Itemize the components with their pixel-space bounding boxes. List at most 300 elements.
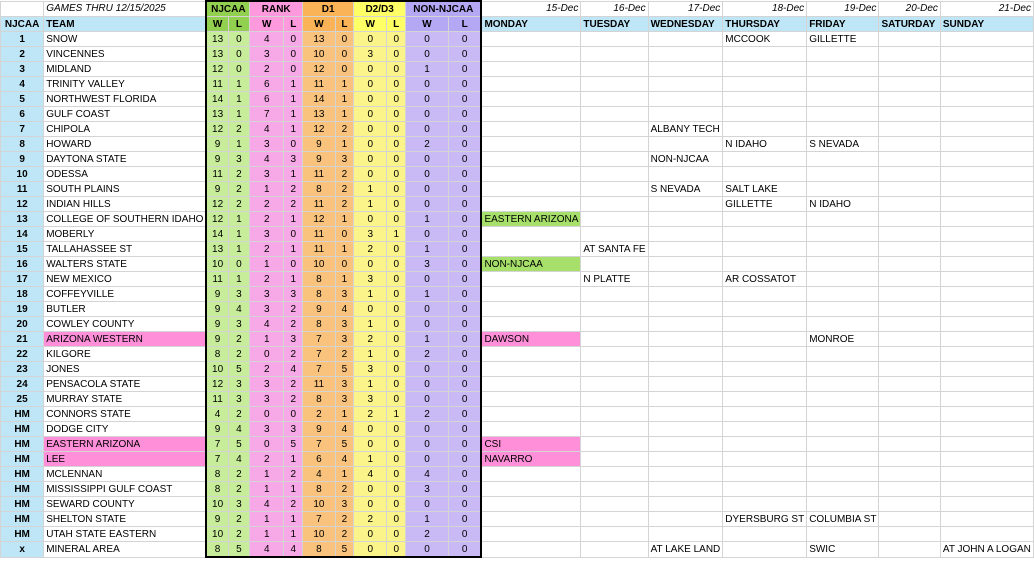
d2d3-l-cell[interactable]: 0 (387, 167, 406, 182)
non-w-cell[interactable]: 2 (406, 407, 449, 422)
tuesday-cell[interactable] (581, 137, 648, 152)
saturday-cell[interactable] (879, 347, 940, 362)
njcaa-l-cell[interactable]: 2 (228, 332, 250, 347)
d2d3-w-cell[interactable]: 1 (354, 287, 387, 302)
sunday-cell[interactable] (940, 107, 1033, 122)
sunday-cell[interactable] (940, 62, 1033, 77)
friday-cell[interactable] (807, 62, 879, 77)
monday-cell[interactable]: EASTERN ARIZONA (481, 212, 580, 227)
non-l-cell[interactable]: 0 (448, 257, 481, 272)
d1-w-cell[interactable]: 4 (303, 467, 336, 482)
njcaa-w-cell[interactable]: 13 (206, 107, 228, 122)
saturday-cell[interactable] (879, 212, 940, 227)
non-w-cell[interactable]: 2 (406, 527, 449, 542)
wednesday-cell[interactable] (648, 302, 723, 317)
non-w-cell[interactable]: 0 (406, 152, 449, 167)
njcaa-w-cell[interactable]: 11 (206, 272, 228, 287)
wednesday-cell[interactable] (648, 482, 723, 497)
thursday-cell[interactable] (723, 437, 807, 452)
non-w-cell[interactable]: 3 (406, 257, 449, 272)
sunday-cell[interactable] (940, 437, 1033, 452)
saturday-cell[interactable] (879, 47, 940, 62)
team-cell[interactable]: DAYTONA STATE (44, 152, 207, 167)
d2d3-w-cell[interactable]: 0 (354, 212, 387, 227)
tuesday-cell[interactable] (581, 407, 648, 422)
d2d3-l-cell[interactable]: 0 (387, 257, 406, 272)
monday-cell[interactable] (481, 302, 580, 317)
monday-cell[interactable] (481, 122, 580, 137)
d1-l-cell[interactable]: 1 (335, 212, 353, 227)
d2d3-l-cell[interactable]: 0 (387, 497, 406, 512)
friday-cell[interactable] (807, 437, 879, 452)
njcaa-w-cell[interactable]: 8 (206, 467, 228, 482)
d1-l-cell[interactable]: 0 (335, 47, 353, 62)
d1-w-cell[interactable]: 8 (303, 287, 336, 302)
thursday-cell[interactable] (723, 287, 807, 302)
team-cell[interactable]: MIDLAND (44, 62, 207, 77)
tuesday-cell[interactable]: AT SANTA FE (581, 242, 648, 257)
sunday-cell[interactable] (940, 497, 1033, 512)
d1-w-cell[interactable]: 10 (303, 527, 336, 542)
njcaa-w-cell[interactable]: 11 (206, 167, 228, 182)
njcaa-w-cell[interactable]: 12 (206, 212, 228, 227)
monday-cell[interactable] (481, 467, 580, 482)
d1-l-cell[interactable]: 1 (335, 137, 353, 152)
non-l-cell[interactable]: 0 (448, 437, 481, 452)
d2d3-l-cell[interactable]: 0 (387, 152, 406, 167)
thursday-cell[interactable] (723, 62, 807, 77)
rank-cell[interactable]: 21 (1, 332, 44, 347)
rank-cell[interactable]: 4 (1, 77, 44, 92)
non-l-cell[interactable]: 0 (448, 152, 481, 167)
njcaa-w-cell[interactable]: 9 (206, 332, 228, 347)
monday-cell[interactable] (481, 542, 580, 558)
table-row[interactable] (1, 212, 1034, 227)
saturday-cell[interactable] (879, 377, 940, 392)
thursday-cell[interactable]: SALT LAKE (723, 182, 807, 197)
njcaa-w-cell[interactable]: 13 (206, 242, 228, 257)
d2d3-l-cell[interactable]: 0 (387, 347, 406, 362)
saturday-cell[interactable] (879, 302, 940, 317)
team-cell[interactable]: SHELTON STATE (44, 512, 207, 527)
njcaa-l-cell[interactable]: 2 (228, 407, 250, 422)
d2d3-w-cell[interactable]: 1 (354, 347, 387, 362)
monday-cell[interactable] (481, 32, 580, 47)
table-row[interactable] (1, 362, 1034, 377)
non-l-cell[interactable]: 0 (448, 122, 481, 137)
rank-cell[interactable]: HM (1, 482, 44, 497)
rank-l-cell[interactable]: 2 (284, 347, 303, 362)
monday-cell[interactable] (481, 77, 580, 92)
njcaa-l-cell[interactable]: 0 (228, 32, 250, 47)
d2d3-l-cell[interactable]: 0 (387, 437, 406, 452)
d1-l-cell[interactable]: 1 (335, 92, 353, 107)
non-l-cell[interactable]: 0 (448, 92, 481, 107)
thursday-cell[interactable] (723, 467, 807, 482)
d2d3-l-cell[interactable]: 0 (387, 527, 406, 542)
team-cell[interactable]: LEE (44, 452, 207, 467)
thursday-cell[interactable] (723, 542, 807, 558)
non-l-cell[interactable]: 0 (448, 377, 481, 392)
non-l-cell[interactable]: 0 (448, 497, 481, 512)
monday-cell[interactable] (481, 287, 580, 302)
thursday-cell[interactable]: DYERSBURG ST (723, 512, 807, 527)
njcaa-w-cell[interactable]: 12 (206, 62, 228, 77)
d1-l-cell[interactable]: 1 (335, 407, 353, 422)
wednesday-cell[interactable]: ALBANY TECH (648, 122, 723, 137)
rank-cell[interactable]: 5 (1, 92, 44, 107)
saturday-cell[interactable] (879, 422, 940, 437)
wednesday-cell[interactable] (648, 107, 723, 122)
table-row[interactable] (1, 392, 1034, 407)
team-cell[interactable]: UTAH STATE EASTERN (44, 527, 207, 542)
saturday-cell[interactable] (879, 32, 940, 47)
rank-w-cell[interactable]: 0 (250, 437, 284, 452)
d2d3-l-cell[interactable]: 0 (387, 467, 406, 482)
rank-w-cell[interactable]: 4 (250, 542, 284, 558)
rank-l-cell[interactable]: 1 (284, 212, 303, 227)
njcaa-l-cell[interactable]: 2 (228, 512, 250, 527)
rank-cell[interactable]: 3 (1, 62, 44, 77)
njcaa-l-cell[interactable]: 2 (228, 122, 250, 137)
d2d3-w-cell[interactable]: 3 (354, 272, 387, 287)
d1-l-cell[interactable]: 4 (335, 422, 353, 437)
table-row[interactable] (1, 77, 1034, 92)
njcaa-w-cell[interactable]: 12 (206, 377, 228, 392)
d2d3-w-cell[interactable]: 3 (354, 227, 387, 242)
friday-cell[interactable] (807, 242, 879, 257)
non-l-cell[interactable]: 0 (448, 242, 481, 257)
njcaa-l-cell[interactable]: 3 (228, 377, 250, 392)
wednesday-cell[interactable] (648, 287, 723, 302)
d2d3-w-cell[interactable]: 0 (354, 152, 387, 167)
saturday-cell[interactable] (879, 137, 940, 152)
thursday-cell[interactable] (723, 92, 807, 107)
rank-w-cell[interactable]: 2 (250, 362, 284, 377)
d2d3-w-cell[interactable]: 0 (354, 62, 387, 77)
sunday-cell[interactable] (940, 152, 1033, 167)
thursday-cell[interactable] (723, 152, 807, 167)
d1-l-cell[interactable]: 5 (335, 437, 353, 452)
non-l-cell[interactable]: 0 (448, 512, 481, 527)
rank-cell[interactable]: HM (1, 437, 44, 452)
thursday-cell[interactable] (723, 107, 807, 122)
friday-cell[interactable] (807, 92, 879, 107)
saturday-cell[interactable] (879, 77, 940, 92)
monday-cell[interactable]: NAVARRO (481, 452, 580, 467)
thursday-cell[interactable] (723, 122, 807, 137)
rank-w-cell[interactable]: 1 (250, 467, 284, 482)
saturday-cell[interactable] (879, 437, 940, 452)
non-l-cell[interactable]: 0 (448, 137, 481, 152)
thursday-cell[interactable] (723, 302, 807, 317)
rank-l-cell[interactable]: 3 (284, 332, 303, 347)
team-cell[interactable]: BUTLER (44, 302, 207, 317)
d1-w-cell[interactable]: 14 (303, 92, 336, 107)
rank-w-cell[interactable]: 1 (250, 512, 284, 527)
wednesday-cell[interactable]: NON-NJCAA (648, 152, 723, 167)
table-row[interactable] (1, 437, 1034, 452)
rank-l-cell[interactable]: 0 (284, 32, 303, 47)
rank-l-cell[interactable]: 2 (284, 182, 303, 197)
rank-w-cell[interactable]: 6 (250, 77, 284, 92)
d2d3-l-cell[interactable]: 0 (387, 302, 406, 317)
d1-w-cell[interactable]: 7 (303, 512, 336, 527)
njcaa-w-cell[interactable]: 9 (206, 182, 228, 197)
d1-w-cell[interactable]: 7 (303, 362, 336, 377)
d2d3-w-cell[interactable]: 0 (354, 107, 387, 122)
rank-l-cell[interactable]: 5 (284, 437, 303, 452)
rank-l-cell[interactable]: 0 (284, 137, 303, 152)
sunday-cell[interactable] (940, 347, 1033, 362)
saturday-cell[interactable] (879, 197, 940, 212)
rank-l-cell[interactable]: 1 (284, 242, 303, 257)
rank-l-cell[interactable]: 4 (284, 362, 303, 377)
rank-cell[interactable]: 1 (1, 32, 44, 47)
wednesday-cell[interactable] (648, 272, 723, 287)
tuesday-cell[interactable] (581, 302, 648, 317)
tuesday-cell[interactable] (581, 542, 648, 558)
non-w-cell[interactable]: 4 (406, 467, 449, 482)
friday-cell[interactable] (807, 227, 879, 242)
rank-l-cell[interactable]: 2 (284, 497, 303, 512)
rank-w-cell[interactable]: 4 (250, 152, 284, 167)
wednesday-cell[interactable] (648, 407, 723, 422)
d1-l-cell[interactable]: 5 (335, 362, 353, 377)
rank-cell[interactable]: HM (1, 527, 44, 542)
rank-w-cell[interactable]: 3 (250, 377, 284, 392)
rank-cell[interactable]: 10 (1, 167, 44, 182)
wednesday-cell[interactable] (648, 452, 723, 467)
non-l-cell[interactable]: 0 (448, 452, 481, 467)
d1-l-cell[interactable]: 1 (335, 107, 353, 122)
sunday-cell[interactable] (940, 77, 1033, 92)
table-row[interactable] (1, 407, 1034, 422)
njcaa-l-cell[interactable]: 1 (228, 92, 250, 107)
rank-w-cell[interactable]: 4 (250, 32, 284, 47)
wednesday-cell[interactable] (648, 362, 723, 377)
d1-w-cell[interactable]: 11 (303, 227, 336, 242)
rank-w-cell[interactable]: 1 (250, 527, 284, 542)
rank-cell[interactable]: 11 (1, 182, 44, 197)
d2d3-w-cell[interactable]: 4 (354, 467, 387, 482)
team-cell[interactable]: WALTERS STATE (44, 257, 207, 272)
d1-l-cell[interactable]: 2 (335, 122, 353, 137)
rank-w-cell[interactable]: 4 (250, 317, 284, 332)
friday-cell[interactable] (807, 107, 879, 122)
friday-cell[interactable] (807, 362, 879, 377)
rank-l-cell[interactable]: 0 (284, 227, 303, 242)
wednesday-cell[interactable] (648, 527, 723, 542)
d1-w-cell[interactable]: 11 (303, 197, 336, 212)
njcaa-w-cell[interactable]: 13 (206, 47, 228, 62)
rank-l-cell[interactable]: 1 (284, 482, 303, 497)
monday-cell[interactable] (481, 407, 580, 422)
tuesday-cell[interactable] (581, 47, 648, 62)
monday-cell[interactable] (481, 512, 580, 527)
saturday-cell[interactable] (879, 257, 940, 272)
d2d3-l-cell[interactable]: 0 (387, 272, 406, 287)
tuesday-cell[interactable] (581, 92, 648, 107)
d2d3-w-cell[interactable]: 0 (354, 422, 387, 437)
saturday-cell[interactable] (879, 467, 940, 482)
rank-w-cell[interactable]: 4 (250, 497, 284, 512)
njcaa-w-cell[interactable]: 10 (206, 362, 228, 377)
table-row[interactable] (1, 92, 1034, 107)
rank-cell[interactable]: HM (1, 452, 44, 467)
saturday-cell[interactable] (879, 107, 940, 122)
monday-cell[interactable] (481, 422, 580, 437)
d2d3-w-cell[interactable]: 1 (354, 317, 387, 332)
table-row[interactable] (1, 287, 1034, 302)
thursday-cell[interactable] (723, 332, 807, 347)
rank-l-cell[interactable]: 1 (284, 527, 303, 542)
team-cell[interactable]: SEWARD COUNTY (44, 497, 207, 512)
team-cell[interactable]: SOUTH PLAINS (44, 182, 207, 197)
tuesday-cell[interactable] (581, 167, 648, 182)
njcaa-w-cell[interactable]: 12 (206, 197, 228, 212)
tuesday-cell[interactable] (581, 347, 648, 362)
d2d3-l-cell[interactable]: 0 (387, 32, 406, 47)
tuesday-cell[interactable] (581, 107, 648, 122)
friday-cell[interactable] (807, 497, 879, 512)
rank-cell[interactable]: 20 (1, 317, 44, 332)
saturday-cell[interactable] (879, 167, 940, 182)
rank-cell[interactable]: 15 (1, 242, 44, 257)
tuesday-cell[interactable] (581, 62, 648, 77)
rank-w-cell[interactable]: 3 (250, 167, 284, 182)
team-cell[interactable]: MISSISSIPPI GULF COAST (44, 482, 207, 497)
saturday-cell[interactable] (879, 242, 940, 257)
tuesday-cell[interactable] (581, 437, 648, 452)
d2d3-w-cell[interactable]: 0 (354, 92, 387, 107)
non-w-cell[interactable]: 0 (406, 497, 449, 512)
team-cell[interactable]: SNOW (44, 32, 207, 47)
sunday-cell[interactable] (940, 272, 1033, 287)
non-l-cell[interactable]: 0 (448, 287, 481, 302)
rank-w-cell[interactable]: 1 (250, 482, 284, 497)
rank-cell[interactable]: 24 (1, 377, 44, 392)
d2d3-w-cell[interactable]: 0 (354, 527, 387, 542)
njcaa-l-cell[interactable]: 5 (228, 437, 250, 452)
thursday-cell[interactable] (723, 482, 807, 497)
team-cell[interactable]: DODGE CITY (44, 422, 207, 437)
sunday-cell[interactable] (940, 167, 1033, 182)
non-w-cell[interactable]: 0 (406, 47, 449, 62)
table-row[interactable] (1, 422, 1034, 437)
table-row[interactable] (1, 497, 1034, 512)
saturday-cell[interactable] (879, 227, 940, 242)
rank-w-cell[interactable]: 1 (250, 332, 284, 347)
rank-l-cell[interactable]: 1 (284, 167, 303, 182)
rank-l-cell[interactable]: 4 (284, 542, 303, 558)
rank-cell[interactable]: HM (1, 497, 44, 512)
monday-cell[interactable] (481, 92, 580, 107)
sunday-cell[interactable] (940, 227, 1033, 242)
d1-w-cell[interactable]: 10 (303, 257, 336, 272)
non-w-cell[interactable]: 0 (406, 167, 449, 182)
njcaa-w-cell[interactable]: 14 (206, 227, 228, 242)
table-row[interactable] (1, 452, 1034, 467)
d1-w-cell[interactable]: 13 (303, 107, 336, 122)
thursday-cell[interactable] (723, 497, 807, 512)
tuesday-cell[interactable] (581, 152, 648, 167)
d2d3-l-cell[interactable]: 0 (387, 212, 406, 227)
rank-cell[interactable]: HM (1, 467, 44, 482)
non-w-cell[interactable]: 0 (406, 422, 449, 437)
d2d3-w-cell[interactable]: 0 (354, 77, 387, 92)
monday-cell[interactable] (481, 47, 580, 62)
saturday-cell[interactable] (879, 527, 940, 542)
sunday-cell[interactable] (940, 377, 1033, 392)
non-w-cell[interactable]: 0 (406, 452, 449, 467)
non-w-cell[interactable]: 0 (406, 362, 449, 377)
rank-l-cell[interactable]: 3 (284, 422, 303, 437)
friday-cell[interactable] (807, 392, 879, 407)
sunday-cell[interactable] (940, 32, 1033, 47)
sunday-cell[interactable] (940, 362, 1033, 377)
njcaa-w-cell[interactable]: 7 (206, 452, 228, 467)
saturday-cell[interactable] (879, 497, 940, 512)
non-w-cell[interactable]: 1 (406, 512, 449, 527)
njcaa-w-cell[interactable]: 9 (206, 152, 228, 167)
saturday-cell[interactable] (879, 152, 940, 167)
rank-w-cell[interactable]: 1 (250, 257, 284, 272)
njcaa-w-cell[interactable]: 10 (206, 527, 228, 542)
d2d3-l-cell[interactable]: 0 (387, 482, 406, 497)
friday-cell[interactable] (807, 467, 879, 482)
friday-cell[interactable] (807, 287, 879, 302)
sunday-cell[interactable] (940, 242, 1033, 257)
table-row[interactable] (1, 182, 1034, 197)
d1-w-cell[interactable]: 7 (303, 437, 336, 452)
d2d3-l-cell[interactable]: 0 (387, 317, 406, 332)
d1-w-cell[interactable]: 10 (303, 497, 336, 512)
njcaa-w-cell[interactable]: 4 (206, 407, 228, 422)
rank-l-cell[interactable]: 1 (284, 107, 303, 122)
d1-w-cell[interactable]: 2 (303, 407, 336, 422)
d1-w-cell[interactable]: 9 (303, 422, 336, 437)
rank-w-cell[interactable]: 3 (250, 137, 284, 152)
rank-cell[interactable]: 18 (1, 287, 44, 302)
d1-l-cell[interactable]: 2 (335, 197, 353, 212)
d2d3-l-cell[interactable]: 0 (387, 332, 406, 347)
wednesday-cell[interactable] (648, 137, 723, 152)
tuesday-cell[interactable] (581, 377, 648, 392)
non-l-cell[interactable]: 0 (448, 332, 481, 347)
non-l-cell[interactable]: 0 (448, 392, 481, 407)
tuesday-cell[interactable] (581, 512, 648, 527)
non-l-cell[interactable]: 0 (448, 467, 481, 482)
njcaa-l-cell[interactable]: 1 (228, 77, 250, 92)
thursday-cell[interactable] (723, 227, 807, 242)
non-l-cell[interactable]: 0 (448, 212, 481, 227)
thursday-cell[interactable] (723, 167, 807, 182)
rank-w-cell[interactable]: 3 (250, 422, 284, 437)
monday-cell[interactable] (481, 362, 580, 377)
sunday-cell[interactable] (940, 182, 1033, 197)
d2d3-w-cell[interactable]: 3 (354, 392, 387, 407)
non-l-cell[interactable]: 0 (448, 527, 481, 542)
friday-cell[interactable]: N IDAHO (807, 197, 879, 212)
table-row[interactable] (1, 62, 1034, 77)
sunday-cell[interactable] (940, 47, 1033, 62)
tuesday-cell[interactable] (581, 32, 648, 47)
tuesday-cell[interactable] (581, 197, 648, 212)
wednesday-cell[interactable] (648, 167, 723, 182)
rank-w-cell[interactable]: 3 (250, 392, 284, 407)
d1-w-cell[interactable]: 11 (303, 77, 336, 92)
